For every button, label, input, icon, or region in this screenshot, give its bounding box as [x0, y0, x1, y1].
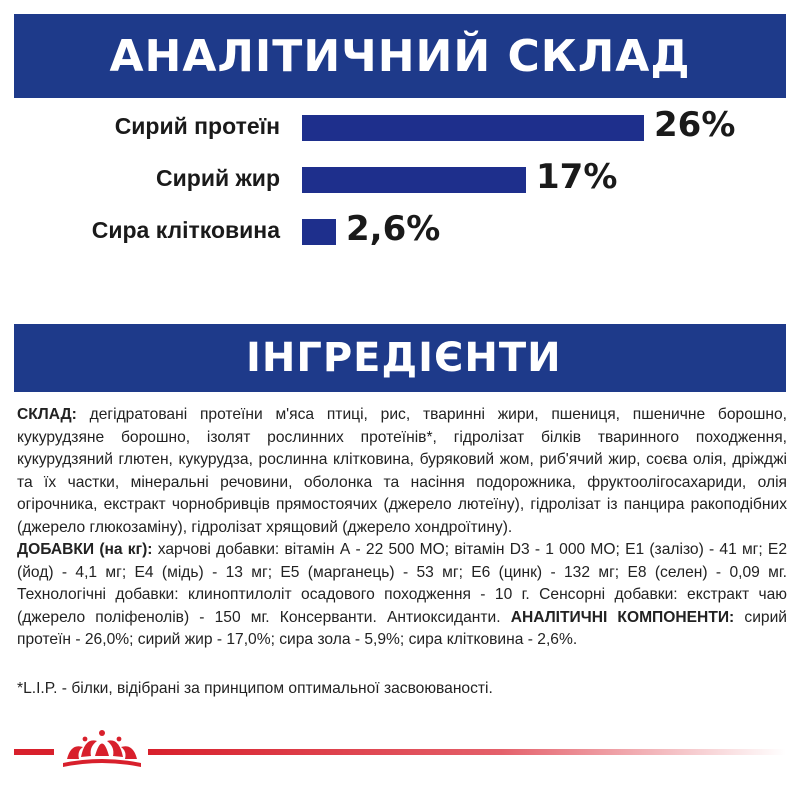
composition-text: дегідратовані протеїни м'яса птиці, рис, тваринні жири, пшениця, пшеничне борошно, кукурудзяне борошно, ізолят рослинних протеїнів*, гідролізат білків тваринного походження, кукурудзяний глютен, кукурудза, рослинна клітковина, буряковий жом, риб'ячий жир, соєва олія, дріжджі та їх частки, мінеральні речовини, оболонка та насіння подорожника, фруктоолігосахариди, олія огірочника, екстракт чорнобривців прямостоячих (джерело лютеїну), гідролізат із панцира ракоподібних (джерело глюкозаміну), гідролізат хрящовий (джерело хондроїтину).: [17, 406, 787, 536]
royal-canin-crown-icon: [57, 729, 147, 767]
additives-label: ДОБАВКИ (на кг):: [17, 541, 153, 558]
analysis-banner: [14, 14, 786, 98]
analysis-row: [0, 157, 800, 197]
additives-text: харчові добавки: вітамін А - 22 500 МО; вітамін D3 - 1 000 МО; E1 (залізо) - 41 мг; E2 (йод) - 4,1 мг; E4 (мідь) - 13 мг; E5 (марганець) - 53 мг; E6 (цинк) - 132 мг; E8 (селен) - 0,09 мг. Технологічні добавки: клиноптилоліт осадового походження - 10 г. Сенсорні добавки: екстракт чаю (джерело поліфенолів) - 150 мг. Консерванти. Антиоксиданти.: [17, 541, 787, 626]
ingredients-title: ІНГРЕДІЄНТИ: [246, 335, 562, 381]
analysis-row-value: 17%: [536, 157, 618, 197]
components-text: сирий протеїн - 26,0%; сирий жир - 17,0%; сира зола - 5,9%; сира клітковина - 2,6%.: [17, 608, 787, 648]
composition-label: СКЛАД:: [17, 406, 77, 423]
footer-stripe-left: [14, 749, 54, 755]
analysis-row-value: 2,6%: [346, 209, 441, 249]
analysis-row: [0, 105, 800, 145]
components-label: АНАЛІТИЧНІ КОМПОНЕНТИ:: [510, 608, 735, 626]
analysis-title: АНАЛІТИЧНИЙ СКЛАД: [109, 30, 691, 82]
analysis-row-label: Сира клітковина: [91, 217, 280, 243]
analysis-row-value: 26%: [654, 105, 736, 145]
analysis-row-label: Сирий протеїн: [114, 113, 280, 139]
analysis-row-bar: [302, 115, 644, 141]
ingredients-banner: [14, 324, 786, 392]
analysis-row: [0, 209, 800, 249]
footer-stripe-right: [148, 749, 786, 755]
footnote: *L.I.P. - білки, відібрані за принципом оптимальної засвоюваності.: [17, 680, 493, 697]
analysis-row-bar: [302, 219, 336, 245]
analysis-row-label: Сирий жир: [156, 165, 280, 191]
ingredients-text: [17, 404, 787, 652]
analysis-row-bar: [302, 167, 526, 193]
